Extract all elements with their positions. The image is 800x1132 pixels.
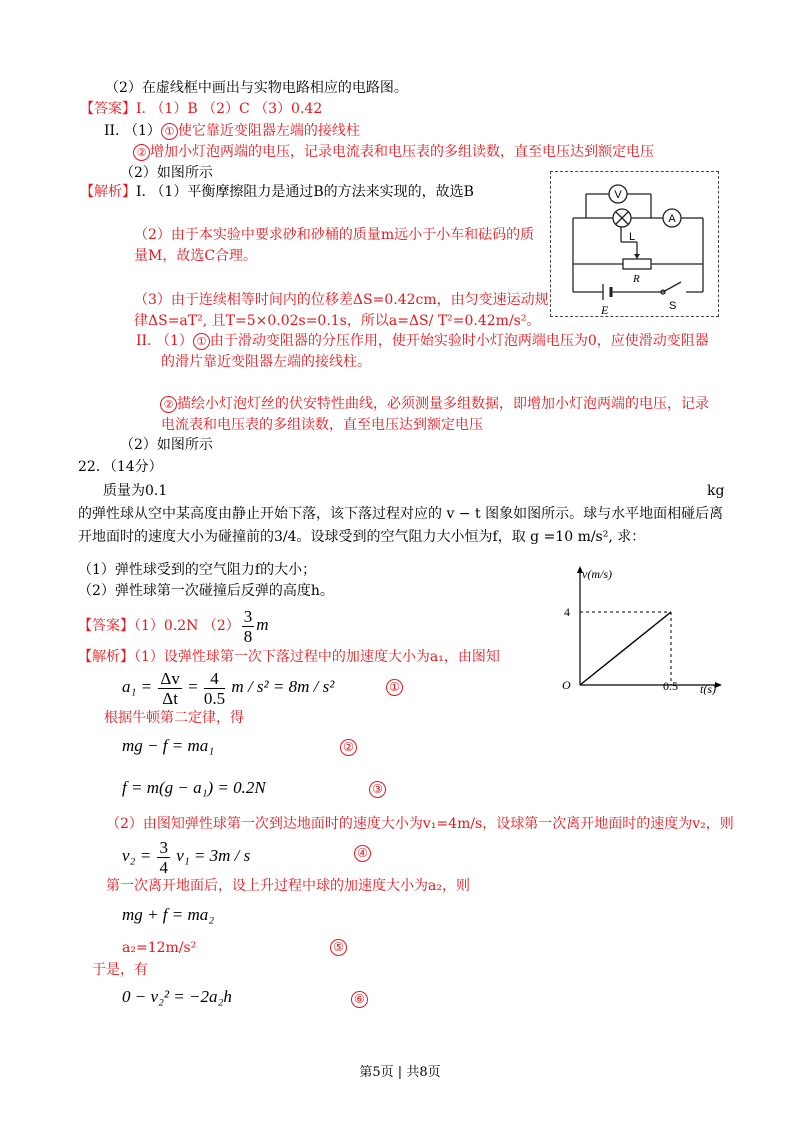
- analysis-line: （2）由图知弹性球第一次到达地面时的速度大小为v₁=4m/s，设球第一次离开地面时的速度为v₂，则: [106, 816, 734, 832]
- analysis-line: 【解析】I. （1）平衡摩擦阻力是通过B的方法来实现的，故选B: [80, 184, 474, 200]
- equation-number: ⑤: [330, 939, 347, 956]
- analysis-line: a₂=12m/s²: [122, 940, 197, 956]
- analysis-line: 第一次离开地面后，设上升过程中球的加速度大小为a₂，则: [106, 878, 470, 894]
- question-text: kg: [707, 483, 725, 499]
- answer-tag: 【答案】I. （1）B （2）C （3）0.42: [80, 101, 323, 117]
- analysis-line: 量M，故选C合理。: [134, 248, 258, 264]
- analysis-line: ② 描绘小灯泡灯丝的伏安特性曲线，必须测量多组数据，即增加小灯泡两端的电压，记录: [160, 395, 709, 413]
- equation-number: ⑥: [351, 991, 368, 1008]
- equation-6: 0 − v₂² = −2a₂h: [122, 987, 232, 1006]
- page-footer: 第5页 | 共8页: [359, 1065, 441, 1080]
- question-part: （2）弹性球第一次碰撞后反弹的高度h。: [78, 583, 334, 599]
- analysis-line: 律ΔS=aT², 且T=5×0.02s=0.1s，所以a=ΔS/ T²=0.42m/s²。: [134, 313, 541, 329]
- rheostat-label: R: [633, 273, 640, 285]
- equation-3: f = m(g − a₁) = 0.2N: [122, 778, 266, 797]
- x-tick-label: 0.5: [663, 679, 678, 693]
- vt-graph-svg: [560, 565, 730, 695]
- answer-line: II. （1） ① 使它靠近变阻器左端的接线柱: [104, 123, 360, 139]
- analysis-line: 【解析】（1）设弹性球第一次下落过程中的加速度大小为a₁，由图知: [78, 649, 500, 665]
- switch-label: S: [669, 300, 677, 312]
- analysis-line: （2）如图所示: [120, 437, 213, 453]
- x-axis-label: t(s): [700, 682, 716, 695]
- question-text: 质量为0.1: [103, 483, 168, 499]
- circuit-diagram: [550, 171, 719, 317]
- y-tick-label: 4: [564, 605, 570, 619]
- circuit-svg: [551, 172, 718, 316]
- equation-5: mg + f = ma₂: [122, 905, 215, 924]
- vt-graph: [560, 565, 730, 699]
- question-part: （1）弹性球受到的空气阻力f的大小；: [78, 562, 317, 578]
- equation-number: ①: [386, 679, 403, 696]
- analysis-line: 根据牛顿第二定律，得: [104, 710, 244, 726]
- analysis-line: II. （1） ① 由于滑动变阻器的分压作用，使开始实验时小灯泡两端电压为0，应使滑动变阻器: [136, 333, 709, 349]
- analysis-line: （3）由于连续相等时间内的位移差ΔS=0.42cm，由匀变速运动规: [134, 292, 549, 308]
- circle-1: ①: [161, 123, 178, 140]
- equation-2: mg − f = ma₁: [122, 736, 215, 755]
- answer-line: ② 增加小灯泡两端的电压，记录电流表和电压表的多组读数，直至电压达到额定电压: [133, 143, 654, 161]
- question-number: 22．（14分）: [78, 459, 163, 475]
- question-text: 开地面时的速度大小为碰撞前的3/4。设球受到的空气阻力大小恒为f，取 g =10 m/s², 求：: [78, 529, 646, 545]
- circle-2: ②: [133, 144, 150, 161]
- equation-1: a₁ = $\frac{\Delta v}{\Delta t}$ = $\frac{4}{0.5}$ m / s² = 8m / s²: [122, 668, 335, 708]
- analysis-line: 于是，有: [92, 962, 148, 978]
- analysis-line: （2）由于本实验中要求砂和砂桶的质量m远小于小车和砝码的质: [134, 227, 535, 243]
- analysis-line: 电流表和电压表的多组读数，直至电压达到额定电压: [161, 417, 483, 433]
- text-line: （2）在虚线框中画出与实物电路相应的电路图。: [105, 80, 408, 96]
- answer-line: 【答案】（1）0.2N （2） $\frac{3}{8}$ m: [78, 606, 269, 646]
- question-text: 的弹性球从空中某高度由静止开始下落，该下落过程对应的 v − t 图象如图所示。球与水平地面相碰后离: [78, 506, 724, 522]
- ammeter-label: A: [668, 213, 676, 225]
- origin-label: O: [562, 678, 571, 692]
- equation-number: ③: [369, 781, 386, 798]
- equation-number: ④: [354, 845, 371, 862]
- answer-line: （2）如图所示: [120, 165, 213, 181]
- equation-4: v₂ = $\frac{3}{4}$ v₁ = 3m / s: [122, 837, 251, 877]
- y-axis-label: v(m/s): [582, 567, 612, 581]
- voltmeter-label: V: [614, 189, 622, 201]
- equation-number: ②: [340, 739, 357, 756]
- series-line: [580, 612, 671, 685]
- battery-label: E: [601, 303, 609, 316]
- lamp-label: L: [629, 231, 636, 243]
- analysis-line: 的滑片靠近变阻器左端的接线柱。: [161, 354, 371, 370]
